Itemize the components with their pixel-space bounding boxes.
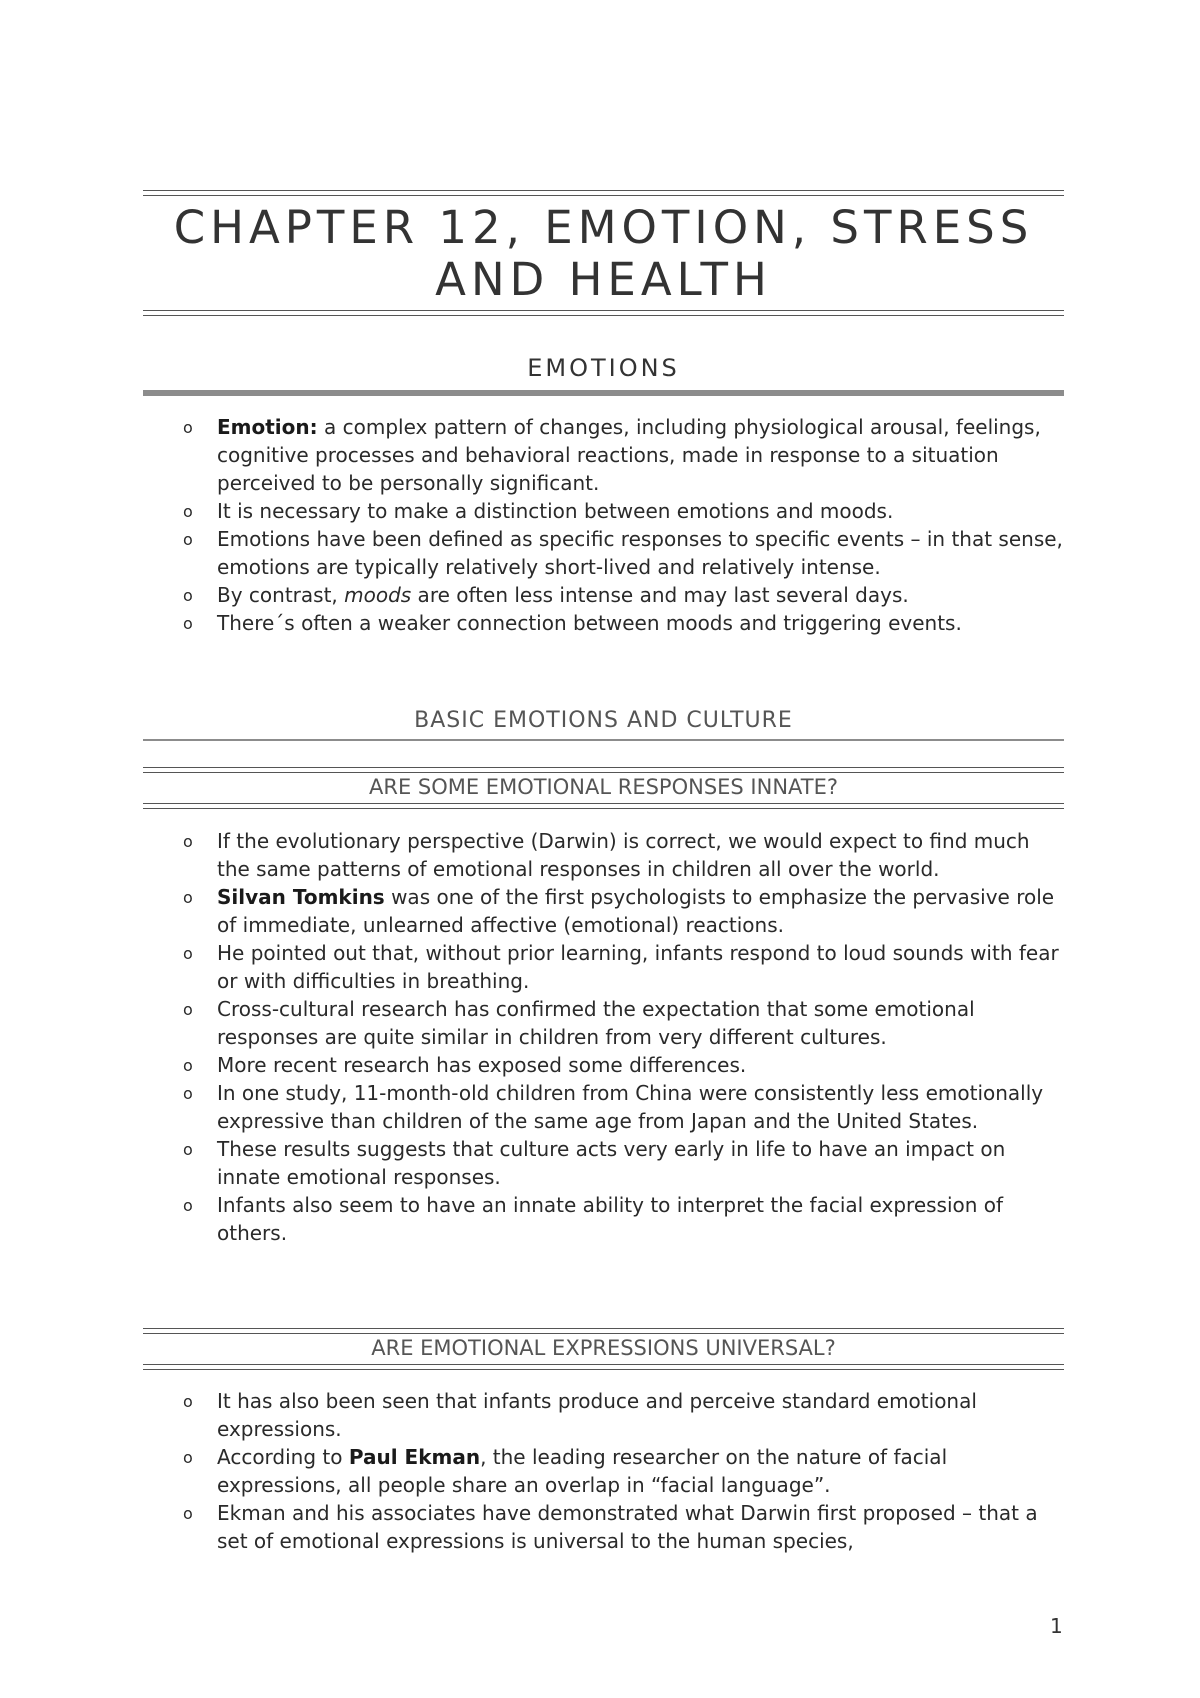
bullet-icon: o	[183, 1084, 193, 1103]
innate-list	[143, 827, 1064, 1247]
item-text: Emotions have been defined as specific responses to specific events – in that sense, emotions are typically relatively short-lived and relatively intense.	[217, 527, 1063, 579]
bullet-icon: o	[183, 832, 193, 851]
item-text: There´s often a weaker connection between moods and triggering events.	[217, 611, 962, 635]
item-text: It has also been seen that infants produce and perceive standard emotional expressions.	[217, 1389, 977, 1441]
bullet-icon: o	[183, 1140, 193, 1159]
list-item	[143, 883, 1064, 939]
list-item	[143, 413, 1064, 497]
list-item	[143, 995, 1064, 1051]
emotions-list	[143, 413, 1064, 637]
universal-list-block	[143, 1387, 1064, 1555]
heading-basic-rule	[143, 739, 1064, 741]
item-text: , the leading researcher on the nature of facial expressions, all people share an overlap in “facial language”.	[217, 1445, 948, 1497]
bullet-icon: o	[183, 418, 193, 437]
item-bold-term: Paul Ekman	[348, 1445, 481, 1469]
list-item	[143, 1499, 1064, 1555]
bullet-icon: o	[183, 502, 193, 521]
item-text: a complex pattern of changes, including physiological arousal, feelings, cognitive processes and behavioral reactions, made in response to a situation perceived to be personally significant.	[217, 415, 1041, 495]
bullet-icon: o	[183, 888, 193, 907]
bullet-icon: o	[183, 586, 193, 605]
heading-basic-emotions: BASIC EMOTIONS AND CULTURE	[414, 708, 793, 733]
bullet-icon: o	[183, 1196, 193, 1215]
list-item	[143, 497, 1064, 525]
item-text: If the evolutionary perspective (Darwin) is correct, we would expect to find much the same patterns of emotional responses in children all over the world.	[217, 829, 1030, 881]
item-text-prefix: According to	[217, 1445, 349, 1469]
item-text: was one of the first psychologists to emphasize the pervasive role of immediate, unlearned affective (emotional) reactions.	[217, 885, 1055, 937]
list-item	[143, 827, 1064, 883]
item-text: He pointed out that, without prior learning, infants respond to loud sounds with fear or with difficulties in breathing.	[217, 941, 1059, 993]
innate-list-block	[143, 827, 1064, 1247]
title-block	[143, 190, 1064, 316]
heading-universal-block	[143, 1328, 1064, 1370]
item-text: In one study, 11-month-old children from China were consistently less emotionally expressive than children of the same age from Japan and the United States.	[217, 1081, 1044, 1133]
bullet-icon: o	[183, 1392, 193, 1411]
item-text: These results suggests that culture acts very early in life to have an impact on innate emotional responses.	[217, 1137, 1006, 1189]
bullet-icon: o	[183, 1448, 193, 1467]
heading-emotions-block	[143, 354, 1064, 396]
list-item	[143, 1387, 1064, 1443]
heading-innate-bottom-rule	[143, 803, 1064, 809]
bullet-icon: o	[183, 614, 193, 633]
item-text: More recent research has exposed some differences.	[217, 1053, 747, 1077]
list-item	[143, 1079, 1064, 1135]
list-item	[143, 581, 1064, 609]
heading-innate: ARE SOME EMOTIONAL RESPONSES INNATE?	[368, 775, 839, 799]
item-text: Cross-cultural research has confirmed the expectation that some emotional responses are quite similar in children from very different cultures.	[217, 997, 975, 1049]
bullet-icon: o	[183, 1056, 193, 1075]
heading-innate-block	[143, 767, 1064, 809]
page-title: CHAPTER 12, EMOTION, STRESS AND HEALTH	[173, 201, 1034, 306]
bullet-icon: o	[183, 1000, 193, 1019]
list-item	[143, 609, 1064, 637]
bullet-icon: o	[183, 944, 193, 963]
page-number: 1	[1050, 1614, 1063, 1638]
emotions-list-block	[143, 413, 1064, 637]
bullet-icon: o	[183, 1504, 193, 1523]
item-text: are often less intense and may last several days.	[411, 583, 909, 607]
item-text-prefix: By contrast,	[217, 583, 345, 607]
heading-emotions-rule	[143, 390, 1064, 396]
list-item	[143, 1443, 1064, 1499]
bullet-icon: o	[183, 530, 193, 549]
heading-universal-bottom-rule	[143, 1364, 1064, 1370]
item-text: It is necessary to make a distinction between emotions and moods.	[217, 499, 894, 523]
title-bottom-rule	[143, 310, 1064, 316]
list-item	[143, 525, 1064, 581]
heading-emotions: EMOTIONS	[527, 354, 680, 382]
universal-list	[143, 1387, 1064, 1555]
item-text: Ekman and his associates have demonstrated what Darwin first proposed – that a set of emotional expressions is universal to the human species,	[217, 1501, 1038, 1553]
heading-basic-block	[143, 708, 1064, 741]
item-italic-term: moods	[344, 583, 412, 607]
item-bold-term: Emotion:	[217, 415, 318, 439]
item-text: Infants also seem to have an innate ability to interpret the facial expression of others.	[217, 1193, 1004, 1245]
list-item	[143, 1191, 1064, 1247]
list-item	[143, 1135, 1064, 1191]
heading-universal: ARE EMOTIONAL EXPRESSIONS UNIVERSAL?	[371, 1336, 836, 1360]
list-item	[143, 1051, 1064, 1079]
list-item	[143, 939, 1064, 995]
item-bold-term: Silvan Tomkins	[217, 885, 385, 909]
